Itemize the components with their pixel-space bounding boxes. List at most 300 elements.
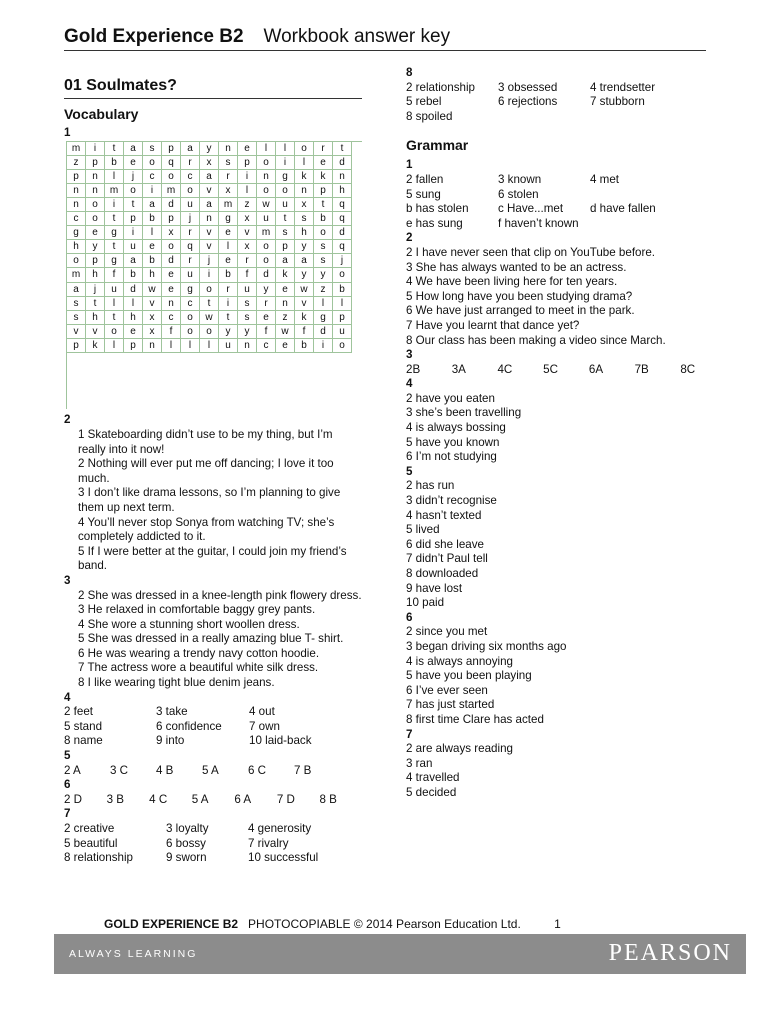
answer-cell: 4 generosity	[248, 822, 312, 835]
grid-letter: s	[238, 311, 257, 325]
grid-letter: q	[333, 198, 352, 212]
answer-cell: 6 confidence	[156, 719, 222, 733]
grid-letter: l	[333, 297, 352, 311]
answer-cell	[498, 110, 590, 125]
grid-letter: h	[333, 184, 352, 198]
grid-letter: t	[105, 240, 124, 254]
g2-list	[406, 246, 726, 348]
grid-letter: l	[105, 339, 124, 353]
grid-letter: u	[238, 283, 257, 297]
grid-letter: k	[86, 339, 105, 353]
grid-letter: a	[124, 142, 143, 156]
g3-row	[406, 363, 726, 378]
page-footer	[104, 917, 561, 931]
grid-letter: y	[200, 142, 219, 156]
answer-line: 9 have lost	[406, 581, 463, 595]
always-learning-label: ALWAYS LEARNING	[69, 948, 198, 960]
grid-letter: a	[200, 198, 219, 212]
answer-row	[406, 173, 726, 188]
answer-cell: 4 out	[249, 705, 275, 719]
grid-letter: o	[333, 268, 352, 282]
grid-letter: e	[124, 156, 143, 170]
grid-letter: j	[181, 212, 200, 226]
answer-line: 5 lived	[406, 523, 440, 537]
grid-letter: q	[333, 240, 352, 254]
answer-row	[406, 202, 726, 217]
grid-letter: k	[276, 268, 295, 282]
g2-number: 2	[406, 231, 413, 245]
answer-cell	[590, 110, 710, 125]
answer-line: 5 decided	[406, 785, 457, 799]
answer-line: 6 I’ve ever seen	[406, 683, 488, 697]
grid-letter: o	[257, 156, 276, 170]
answer-cell: 3 obsessed	[498, 80, 558, 94]
grid-letter: u	[219, 339, 238, 353]
ex5-number: 5	[64, 749, 71, 763]
answer-line: 3 She has always wanted to be an actress.	[406, 260, 627, 274]
grid-letter: n	[200, 212, 219, 226]
grid-letter: p	[276, 240, 295, 254]
grid-letter: f	[162, 325, 181, 339]
grid-letter: r	[257, 297, 276, 311]
grid-letter: t	[333, 142, 352, 156]
grid-letter: l	[257, 142, 276, 156]
answer-cell: 5 stand	[64, 719, 103, 733]
ex7-table	[64, 822, 362, 866]
grid-letter: l	[276, 142, 295, 156]
answer-cell: 2 fallen	[406, 172, 444, 186]
grid-letter: n	[295, 184, 314, 198]
grid-letter: e	[219, 226, 238, 240]
g6-list	[406, 625, 726, 727]
answer-cell: 7B	[634, 362, 649, 376]
grid-letter: u	[105, 283, 124, 297]
answer-cell: 2 creative	[64, 822, 115, 835]
grid-letter: d	[333, 156, 352, 170]
brand-band	[54, 934, 746, 974]
grid-letter: x	[219, 184, 238, 198]
ex7-number: 7	[64, 807, 71, 821]
grid-letter: s	[295, 212, 314, 226]
grid-letter: p	[86, 254, 105, 268]
grid-letter: e	[257, 311, 276, 325]
grid-letter: j	[124, 170, 143, 184]
grid-letter: e	[219, 254, 238, 268]
answer-cell: 10 laid-back	[249, 734, 312, 748]
grid-letter: o	[162, 240, 181, 254]
grid-letter: g	[181, 283, 200, 297]
answer-cell: 5C	[543, 362, 558, 376]
answer-cell: 8 relationship	[64, 851, 133, 865]
ex3-number: 3	[64, 573, 71, 587]
grid-letter: l	[295, 156, 314, 170]
answer-line: 2 Nothing will ever put me off dancing; I love it too much.	[78, 457, 334, 485]
grid-letter: t	[219, 311, 238, 325]
grid-letter: w	[143, 283, 162, 297]
answer-line: 4 hasn’t texted	[406, 508, 482, 522]
grid-letter: h	[124, 311, 143, 325]
grid-letter: c	[67, 212, 86, 226]
answer-row	[406, 188, 726, 203]
vocab-heading: Vocabulary	[64, 106, 139, 122]
grid-letter: o	[162, 170, 181, 184]
answer-cell: 3A	[451, 362, 466, 376]
grid-letter: t	[276, 212, 295, 226]
grid-letter: w	[200, 311, 219, 325]
footer-book: GOLD EXPERIENCE B2	[104, 917, 239, 931]
ex4-number: 4	[64, 690, 71, 704]
grid-letter: r	[219, 283, 238, 297]
grid-letter: o	[181, 184, 200, 198]
grid-letter: p	[162, 142, 181, 156]
grid-letter: d	[162, 198, 181, 212]
grid-letter: k	[295, 170, 314, 184]
grid-letter: n	[162, 297, 181, 311]
answer-cell: 8 spoiled	[406, 109, 453, 123]
answer-row	[64, 764, 362, 779]
answer-cell: 5 rebel	[406, 95, 442, 109]
answer-row	[406, 217, 726, 232]
grid-letter: o	[105, 325, 124, 339]
grid-letter: v	[67, 325, 86, 339]
g6-number: 6	[406, 610, 413, 624]
grid-letter: b	[333, 283, 352, 297]
answer-row	[406, 110, 726, 125]
grid-letter: s	[143, 142, 162, 156]
answer-line: 3 I don’t like drama lessons, so I’m planning to give them up next term.	[78, 486, 341, 514]
answer-line: 4 is always annoying	[406, 654, 513, 668]
grid-letter: t	[86, 297, 105, 311]
grid-letter: b	[124, 268, 143, 282]
grid-letter: i	[200, 268, 219, 282]
grid-letter: u	[124, 240, 143, 254]
grid-letter: x	[238, 212, 257, 226]
answer-cell: 5 A	[191, 792, 209, 806]
grid-letter: b	[219, 268, 238, 282]
grid-letter: n	[67, 198, 86, 212]
grid-letter: l	[238, 184, 257, 198]
answer-cell: b has stolen	[406, 202, 469, 216]
grid-letter: l	[162, 339, 181, 353]
grid-letter: a	[276, 254, 295, 268]
g4-list	[406, 392, 726, 465]
grid-letter: a	[143, 198, 162, 212]
grid-letter: o	[86, 212, 105, 226]
grid-letter: v	[143, 297, 162, 311]
answer-cell: 7 rivalry	[248, 836, 289, 850]
grid-letter: p	[67, 170, 86, 184]
grid-letter: h	[86, 311, 105, 325]
grid-letter: t	[105, 142, 124, 156]
grid-letter: o	[257, 240, 276, 254]
g1-table	[406, 173, 726, 231]
grid-letter: x	[143, 325, 162, 339]
answer-line: 4 travelled	[406, 771, 460, 785]
answer-row	[64, 822, 362, 837]
grid-letter: v	[200, 184, 219, 198]
grid-letter: e	[238, 142, 257, 156]
grid-letter: c	[181, 297, 200, 311]
answer-cell: 8 name	[64, 734, 103, 748]
grid-letter: o	[314, 226, 333, 240]
answer-cell: 3 take	[156, 705, 188, 719]
grid-letter: b	[105, 156, 124, 170]
grid-letter: o	[295, 142, 314, 156]
answer-cell: 4 B	[156, 763, 174, 777]
answer-row	[406, 81, 726, 96]
answer-row	[64, 720, 362, 735]
grid-letter: s	[238, 297, 257, 311]
answer-row	[406, 363, 726, 378]
answer-line: 7 didn’t Paul tell	[406, 552, 488, 566]
answer-cell	[590, 188, 710, 203]
grid-letter: p	[333, 311, 352, 325]
answer-row	[406, 95, 726, 110]
grid-letter: m	[219, 198, 238, 212]
answer-cell: 6 stolen	[498, 187, 539, 201]
grid-letter: x	[295, 198, 314, 212]
grid-letter: n	[333, 170, 352, 184]
grid-letter: x	[162, 226, 181, 240]
grid-letter: s	[67, 311, 86, 325]
grid-letter: s	[276, 226, 295, 240]
answer-line: 8 Our class has been making a video since March.	[406, 333, 666, 347]
answer-cell: 4C	[497, 362, 513, 376]
grid-letter: t	[105, 311, 124, 325]
grid-letter: n	[238, 339, 257, 353]
answer-line: 10 paid	[406, 596, 445, 610]
grid-letter: x	[200, 156, 219, 170]
grid-letter: l	[143, 226, 162, 240]
answer-cell: 9 sworn	[166, 851, 207, 865]
grid-letter: o	[181, 311, 200, 325]
grid-letter: z	[238, 198, 257, 212]
unit-rule	[64, 98, 362, 99]
ex1-number: 1	[64, 126, 71, 139]
grid-letter: l	[314, 297, 333, 311]
grid-letter: l	[124, 297, 143, 311]
answer-line: 3 she’s been travelling	[406, 406, 522, 420]
grid-letter: q	[333, 212, 352, 226]
grid-letter: g	[219, 212, 238, 226]
answer-line: 4 She wore a stunning short woollen dress.	[78, 617, 300, 631]
grid-letter: t	[124, 198, 143, 212]
answer-line: 2 She was dressed in a knee-length pink flowery dress.	[78, 588, 362, 602]
answer-cell: 8 B	[319, 792, 337, 806]
answer-cell: 2 D	[64, 792, 83, 806]
book-title: Gold Experience B2	[64, 26, 244, 47]
g7-number: 7	[406, 727, 413, 741]
answer-cell: 3 known	[498, 172, 542, 186]
grid-letter: x	[143, 311, 162, 325]
grid-letter: i	[124, 226, 143, 240]
grid-letter: t	[200, 297, 219, 311]
g4-number: 4	[406, 377, 413, 391]
answer-cell: 7 D	[276, 792, 295, 806]
answer-cell: 5 beautiful	[64, 836, 118, 850]
grid-letter: w	[257, 198, 276, 212]
grid-letter: o	[257, 184, 276, 198]
grid-letter: q	[181, 240, 200, 254]
grid-letter: n	[219, 142, 238, 156]
answer-cell: 2 relationship	[406, 80, 475, 94]
grid-letter: u	[333, 325, 352, 339]
grid-letter: p	[124, 339, 143, 353]
answer-cell: 5 A	[202, 763, 219, 777]
grid-letter: y	[86, 240, 105, 254]
grid-letter: e	[143, 240, 162, 254]
answer-line: 5 have you been playing	[406, 669, 532, 683]
grid-letter: w	[295, 283, 314, 297]
grid-letter: o	[143, 156, 162, 170]
grid-letter: i	[143, 184, 162, 198]
grid-letter: v	[200, 240, 219, 254]
grid-letter: o	[86, 198, 105, 212]
grid-letter: c	[143, 170, 162, 184]
answer-line: 5 If I were better at the guitar, I could join my friend’s band.	[78, 544, 347, 573]
grid-letter: l	[105, 297, 124, 311]
ex6-row	[64, 793, 362, 808]
grid-letter: l	[219, 240, 238, 254]
answer-cell: 2 feet	[64, 705, 94, 719]
answer-line: 7 Have you learnt that dance yet?	[406, 318, 580, 332]
answer-cell: 6 bossy	[166, 836, 206, 850]
grid-letter: e	[314, 156, 333, 170]
grid-letter: y	[257, 283, 276, 297]
g7-list	[406, 742, 726, 800]
answer-cell: 7 B	[294, 763, 312, 777]
grid-letter: y	[238, 325, 257, 339]
g3-number: 3	[406, 348, 413, 362]
grid-letter: r	[181, 156, 200, 170]
ex2-list	[64, 428, 362, 574]
grid-letter: r	[181, 254, 200, 268]
doc-subtitle: Workbook answer key	[263, 26, 451, 47]
grid-letter: y	[219, 325, 238, 339]
grid-letter: z	[314, 283, 333, 297]
answer-row	[64, 851, 362, 866]
footer-copyright: PHOTOCOPIABLE © 2014 Pearson Education Ltd.	[248, 917, 521, 931]
grid-letter: b	[143, 254, 162, 268]
grid-letter: x	[238, 240, 257, 254]
grid-letter: o	[124, 184, 143, 198]
grid-letter: m	[67, 142, 86, 156]
grid-letter: o	[181, 325, 200, 339]
answer-line: 3 He relaxed in comfortable baggy grey pants.	[78, 603, 316, 617]
grid-letter: f	[238, 268, 257, 282]
answer-line: 6 We have just arranged to meet in the park.	[406, 304, 635, 318]
answer-cell: c Have...met	[498, 202, 564, 216]
answer-line: 2 I have never seen that clip on YouTube before.	[406, 245, 656, 259]
grid-letter: z	[276, 311, 295, 325]
grid-letter: i	[314, 339, 333, 353]
grid-letter: c	[257, 339, 276, 353]
answer-cell: 3 B	[106, 792, 124, 806]
answer-cell: e has sung	[406, 216, 463, 230]
grid-letter: h	[295, 226, 314, 240]
answer-line: 2 have you eaten	[406, 391, 495, 405]
grid-letter: s	[314, 254, 333, 268]
grid-letter: e	[276, 339, 295, 353]
answer-row	[64, 734, 362, 749]
grid-letter: r	[238, 254, 257, 268]
grid-letter: i	[105, 198, 124, 212]
answer-cell: 4 C	[149, 792, 168, 806]
answer-line: 2 are always reading	[406, 742, 513, 756]
grid-letter: o	[67, 254, 86, 268]
g5-number: 5	[406, 464, 413, 478]
grid-letter: s	[219, 156, 238, 170]
grid-letter: r	[314, 142, 333, 156]
grid-letter: l	[200, 339, 219, 353]
grid-letter: n	[276, 297, 295, 311]
grid-letter: e	[276, 283, 295, 297]
grid-letter: g	[105, 254, 124, 268]
grid-letter: f	[105, 268, 124, 282]
grid-letter: i	[219, 297, 238, 311]
ex6-number: 6	[64, 778, 71, 792]
grid-letter: a	[124, 254, 143, 268]
page-header	[64, 26, 706, 51]
grid-letter: d	[162, 254, 181, 268]
grid-letter: y	[295, 268, 314, 282]
grid-letter: c	[162, 311, 181, 325]
pearson-logo: PEARSON	[608, 940, 732, 966]
grid-letter: j	[86, 283, 105, 297]
grid-letter: d	[257, 268, 276, 282]
grid-letter: k	[314, 170, 333, 184]
grid-letter: o	[200, 325, 219, 339]
grid-letter: v	[238, 226, 257, 240]
ex4-table	[64, 705, 362, 749]
answer-cell: 6 C	[248, 763, 267, 777]
grid-letter: s	[67, 297, 86, 311]
grid-letter: b	[295, 339, 314, 353]
grid-letter: b	[314, 212, 333, 226]
grid-letter: z	[67, 156, 86, 170]
answer-row	[64, 705, 362, 720]
answer-line: 4 You’ll never stop Sonya from watching TV; she’s completely addicted to it.	[78, 515, 335, 544]
grid-letter: p	[86, 156, 105, 170]
answer-line: 7 has just started	[406, 698, 495, 712]
grid-letter: j	[333, 254, 352, 268]
grid-letter: t	[314, 198, 333, 212]
grid-letter: g	[67, 226, 86, 240]
answer-cell: 2 A	[64, 763, 81, 777]
grid-letter: i	[238, 170, 257, 184]
answer-cell: 9 into	[156, 734, 185, 748]
grid-letter: v	[295, 297, 314, 311]
answer-cell: 7 own	[249, 719, 280, 733]
answer-cell: 10 successful	[248, 851, 319, 865]
grid-letter: c	[181, 170, 200, 184]
grid-letter: b	[143, 212, 162, 226]
grid-letter: m	[105, 184, 124, 198]
grid-letter: k	[295, 311, 314, 325]
answer-cell: 7 stubborn	[590, 95, 645, 109]
ex2-number: 2	[64, 413, 71, 427]
answer-cell: 4 met	[590, 172, 619, 186]
grid-letter: r	[181, 226, 200, 240]
unit-title: 01 Soulmates?	[64, 77, 177, 94]
grid-letter: o	[276, 184, 295, 198]
grid-letter: g	[276, 170, 295, 184]
grid-letter: g	[105, 226, 124, 240]
answer-cell: 6 A	[234, 792, 252, 806]
grid-letter: h	[67, 240, 86, 254]
grid-letter: r	[219, 170, 238, 184]
answer-line: 5 She was dressed in a really amazing blue T- shirt.	[78, 632, 344, 646]
